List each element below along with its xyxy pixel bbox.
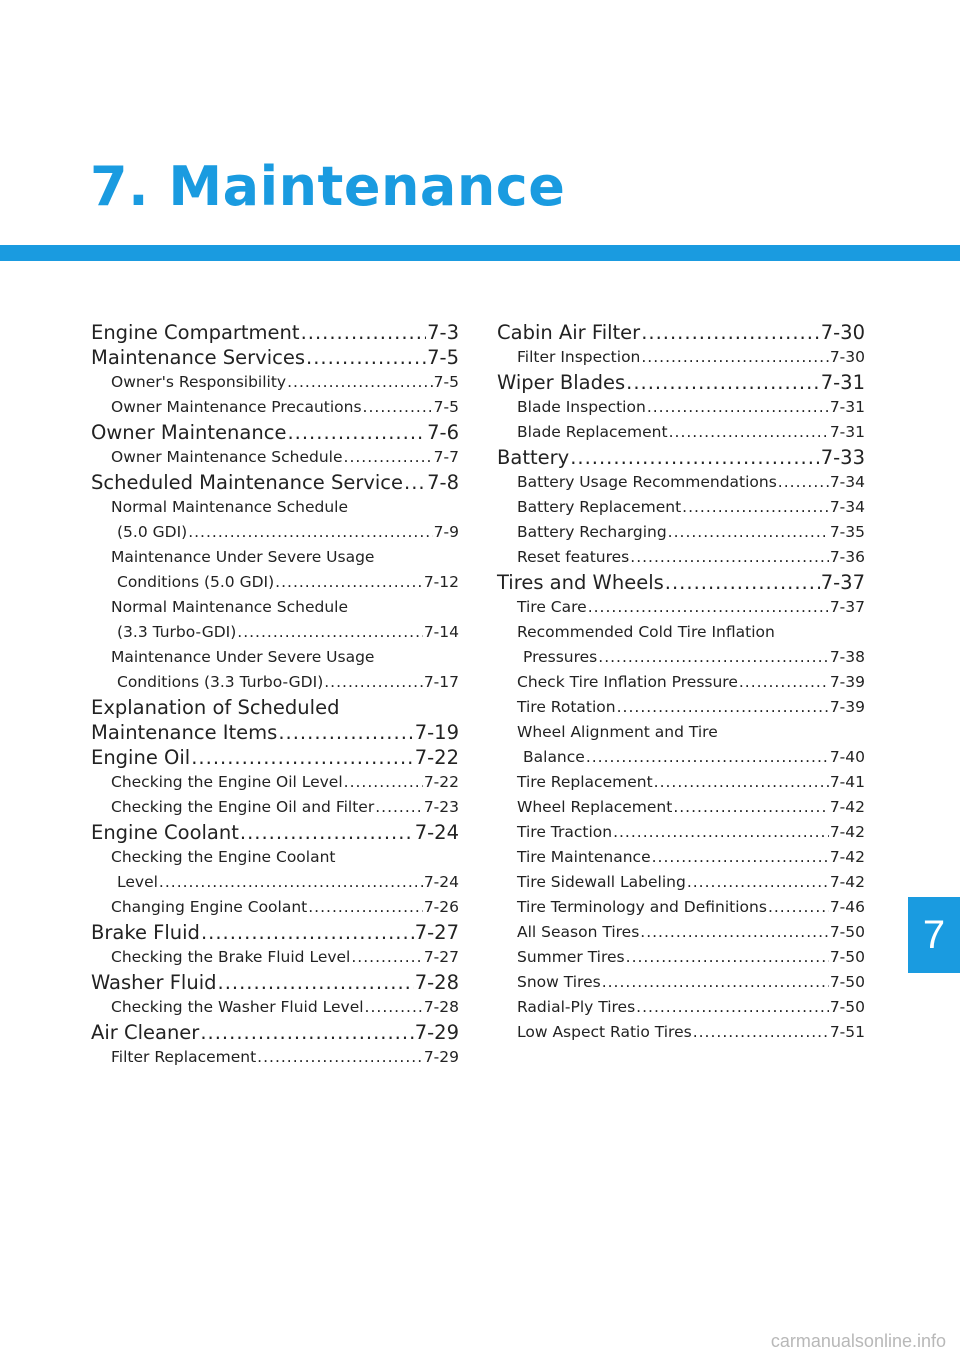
page-number: 7-50 — [829, 973, 865, 991]
toc-entry-text: Scheduled Maintenance Service — [91, 471, 404, 494]
toc-heading[interactable] — [497, 570, 865, 595]
toc-heading[interactable] — [91, 970, 459, 995]
page-number: 7-24 — [414, 821, 459, 844]
toc-entry-text: Blade Inspection — [517, 398, 646, 416]
dot-leader — [739, 670, 829, 695]
page-number: 7-30 — [820, 321, 865, 344]
toc-entry-text: Tire Terminology and Definitions — [517, 898, 767, 916]
page-number: 7-34 — [829, 473, 865, 491]
toc-right-column — [497, 320, 865, 1045]
toc-entry-text: Tire Rotation — [517, 698, 616, 716]
dot-leader — [598, 645, 829, 670]
toc-entry-text: (3.3 Turbo-GDI) — [117, 623, 237, 641]
dot-leader — [306, 345, 426, 370]
toc-subentry-line1: Wheel Alignment and Tire — [517, 723, 718, 741]
dot-leader — [626, 945, 829, 970]
toc-subentry-line1: Normal Maintenance Schedule — [111, 598, 348, 616]
page-number: 7-50 — [829, 948, 865, 966]
toc-entry-text: Checking the Washer Fluid Level — [111, 998, 364, 1016]
toc-entry-text: Snow Tires — [517, 973, 601, 991]
toc-entry-text: Pressures — [523, 648, 598, 666]
page-number: 7-30 — [829, 348, 865, 366]
toc-subentry[interactable] — [497, 420, 865, 445]
toc-subentry[interactable] — [91, 795, 459, 820]
toc-subentry[interactable] — [91, 520, 459, 545]
toc-subentry[interactable] — [497, 520, 865, 545]
dot-leader — [641, 345, 828, 370]
dot-leader — [630, 545, 829, 570]
page-number: 7-51 — [829, 1023, 865, 1041]
toc-entry-text: (5.0 GDI) — [117, 523, 188, 541]
toc-entry-text: All Season Tires — [517, 923, 640, 941]
dot-leader — [647, 395, 829, 420]
toc-entry-text: Engine Compartment — [91, 321, 300, 344]
dot-leader — [626, 370, 820, 395]
dot-leader — [617, 695, 829, 720]
toc-entry-text: Blade Replacement — [517, 423, 668, 441]
toc-entry-text: Tire Traction — [517, 823, 613, 841]
toc-entry-text: Checking the Brake Fluid Level — [111, 948, 351, 966]
page-number: 7-34 — [829, 498, 865, 516]
toc-subentry[interactable] — [497, 1020, 865, 1045]
toc-entry-text: Summer Tires — [517, 948, 625, 966]
toc-entry-text: Engine Coolant — [91, 821, 239, 844]
toc-entry-text: Low Aspect Ratio Tires — [517, 1023, 692, 1041]
toc-entry-text: Reset features — [517, 548, 630, 566]
dot-leader — [665, 570, 820, 595]
dot-leader — [287, 370, 433, 395]
toc-entry-text: Checking the Engine Oil Level — [111, 773, 343, 791]
dot-leader — [588, 595, 829, 620]
page-number: 7-7 — [433, 448, 459, 466]
toc-entry-text: Tires and Wheels — [497, 571, 664, 594]
toc-subentry[interactable] — [91, 770, 459, 795]
dot-leader — [652, 845, 829, 870]
toc-entry-text: Tire Replacement — [517, 773, 653, 791]
toc-subentry[interactable] — [91, 370, 459, 395]
dot-leader — [375, 795, 423, 820]
page-number: 7-41 — [829, 773, 865, 791]
toc-entry-text: Battery — [497, 446, 570, 469]
dot-leader — [669, 420, 829, 445]
watermark: carmanualsonline.info — [770, 1331, 946, 1351]
page-number: 7-50 — [829, 998, 865, 1016]
dot-leader — [778, 470, 829, 495]
dot-leader — [287, 420, 426, 445]
toc-entry-text: Maintenance Items — [91, 721, 278, 744]
toc-heading[interactable] — [497, 445, 865, 470]
page-number: 7-26 — [423, 898, 459, 916]
toc-entry-text: Washer Fluid — [91, 971, 217, 994]
dot-leader — [404, 470, 426, 495]
dot-leader — [365, 995, 423, 1020]
toc-entry-text: Wheel Replacement — [517, 798, 673, 816]
page-number: 7-27 — [414, 921, 459, 944]
toc-entry-text: Filter Replacement — [111, 1048, 257, 1066]
dot-leader — [237, 620, 423, 645]
toc-entry-text: Cabin Air Filter — [497, 321, 641, 344]
toc-entry-text: Tire Care — [517, 598, 587, 616]
page-number: 7-27 — [423, 948, 459, 966]
toc-subentry[interactable] — [497, 920, 865, 945]
dot-leader — [275, 570, 423, 595]
page-number: 7-42 — [829, 848, 865, 866]
toc-subentry[interactable] — [497, 770, 865, 795]
toc-subentry[interactable] — [497, 795, 865, 820]
page-number: 7-12 — [423, 573, 459, 591]
dot-leader — [768, 895, 829, 920]
dot-leader — [344, 770, 423, 795]
page-number: 7-37 — [829, 598, 865, 616]
toc-heading[interactable] — [91, 470, 459, 495]
chapter-tab[interactable]: 7 — [908, 897, 960, 973]
toc-subentry[interactable] — [91, 945, 459, 970]
page-number: 7-36 — [829, 548, 865, 566]
page-number: 7-39 — [829, 698, 865, 716]
toc-heading[interactable] — [91, 820, 459, 845]
toc-entry-text: Air Cleaner — [91, 1021, 200, 1044]
dot-leader — [200, 1020, 413, 1045]
dot-leader — [640, 920, 829, 945]
toc-entry-text: Owner Maintenance — [91, 421, 287, 444]
toc-subentry[interactable] — [497, 745, 865, 770]
toc-subentry[interactable] — [91, 570, 459, 595]
dot-leader — [687, 870, 829, 895]
toc-subentry[interactable] — [497, 345, 865, 370]
dot-leader — [257, 1045, 423, 1070]
page-number: 7-9 — [433, 523, 459, 541]
page-number: 7-24 — [423, 873, 459, 891]
dot-leader — [240, 820, 414, 845]
toc-entry-text: Changing Engine Coolant — [111, 898, 308, 916]
toc-subentry[interactable] — [497, 995, 865, 1020]
toc-subentry[interactable] — [497, 545, 865, 570]
toc-entry-text: Owner Maintenance Schedule — [111, 448, 343, 466]
toc-subentry[interactable] — [497, 495, 865, 520]
toc-subentry[interactable] — [91, 895, 459, 920]
toc-subentry-line1: Checking the Engine Coolant — [111, 848, 336, 866]
page-number: 7-35 — [829, 523, 865, 541]
toc-subentry[interactable] — [497, 945, 865, 970]
page-number: 7-42 — [829, 873, 865, 891]
toc-subentry[interactable] — [497, 870, 865, 895]
dot-leader — [188, 520, 432, 545]
page-number: 7-5 — [433, 373, 459, 391]
page-number: 7-17 — [423, 673, 459, 691]
page-number: 7-37 — [820, 571, 865, 594]
dot-leader — [654, 770, 829, 795]
page-number: 7-23 — [423, 798, 459, 816]
toc-entry-text: Checking the Engine Oil and Filter — [111, 798, 375, 816]
page-number: 7-33 — [820, 446, 865, 469]
dot-leader — [693, 1020, 829, 1045]
toc-entry-text: Filter Inspection — [517, 348, 641, 366]
page-number: 7-31 — [829, 398, 865, 416]
page-number: 7-8 — [427, 471, 459, 494]
toc-left-column — [91, 320, 459, 1070]
toc-subentry[interactable] — [91, 395, 459, 420]
toc-entry-text: Owner's Responsibility — [111, 373, 287, 391]
toc-subentry[interactable] — [91, 445, 459, 470]
toc-heading[interactable] — [497, 320, 865, 345]
dot-leader — [308, 895, 423, 920]
toc-heading[interactable] — [91, 420, 459, 445]
toc-heading[interactable] — [91, 1020, 459, 1045]
toc-subentry[interactable] — [91, 670, 459, 695]
page-number: 7-29 — [414, 1021, 459, 1044]
page-number: 7-28 — [423, 998, 459, 1016]
dot-leader — [636, 995, 829, 1020]
toc-heading[interactable] — [497, 370, 865, 395]
page-number: 7-46 — [829, 898, 865, 916]
toc-entry-text: Tire Maintenance — [517, 848, 651, 866]
toc-entry-text: Balance — [523, 748, 585, 766]
page-number: 7-3 — [427, 321, 459, 344]
toc-entry-text: Check Tire Inflation Pressure — [517, 673, 738, 691]
page-number: 7-50 — [829, 923, 865, 941]
toc-subentry-line1: Maintenance Under Severe Usage — [111, 648, 375, 666]
dot-leader — [641, 320, 820, 345]
toc-subentry-line1: Maintenance Under Severe Usage — [111, 548, 375, 566]
toc-entry-text: Tire Sidewall Labeling — [517, 873, 686, 891]
dot-leader — [673, 795, 829, 820]
toc-heading[interactable] — [91, 345, 459, 370]
toc-subentry[interactable] — [91, 995, 459, 1020]
toc-subentry[interactable] — [497, 395, 865, 420]
page-number: 7-38 — [829, 648, 865, 666]
page-number: 7-6 — [427, 421, 459, 444]
toc-subentry[interactable] — [497, 470, 865, 495]
toc-entry-text: Level — [117, 873, 158, 891]
page-number: 7-19 — [414, 721, 459, 744]
dot-leader — [218, 970, 414, 995]
chapter-title: 7. Maintenance — [90, 155, 566, 218]
toc-heading-line1: Explanation of Scheduled — [91, 696, 340, 719]
page-number: 7-42 — [829, 823, 865, 841]
page-number: 7-22 — [423, 773, 459, 791]
toc-entry-text: Owner Maintenance Precautions — [111, 398, 362, 416]
dot-leader — [682, 495, 829, 520]
toc-subentry-line1: Normal Maintenance Schedule — [111, 498, 348, 516]
dot-leader — [278, 720, 413, 745]
toc-subentry[interactable] — [497, 695, 865, 720]
page-number: 7-14 — [423, 623, 459, 641]
dot-leader — [570, 445, 820, 470]
toc-heading[interactable] — [91, 320, 459, 345]
page-number: 7-40 — [829, 748, 865, 766]
dot-leader — [344, 445, 433, 470]
toc-entry-text: Battery Recharging — [517, 523, 667, 541]
dot-leader — [324, 670, 423, 695]
toc-heading[interactable] — [91, 920, 459, 945]
dot-leader — [159, 870, 423, 895]
dot-leader — [668, 520, 829, 545]
dot-leader — [613, 820, 829, 845]
toc-entry-text: Conditions (5.0 GDI) — [117, 573, 275, 591]
page-number: 7-31 — [820, 371, 865, 394]
dot-leader — [301, 320, 427, 345]
toc-entry-text: Maintenance Services — [91, 346, 306, 369]
page-number: 7-31 — [829, 423, 865, 441]
toc-entry-text: Engine Oil — [91, 746, 191, 769]
toc-heading[interactable] — [91, 720, 459, 745]
toc-subentry[interactable] — [497, 670, 865, 695]
page-number: 7-5 — [427, 346, 459, 369]
toc-subentry[interactable] — [91, 620, 459, 645]
toc-heading[interactable] — [91, 745, 459, 770]
toc-subentry[interactable] — [91, 1045, 459, 1070]
toc-entry-text: Conditions (3.3 Turbo-GDI) — [117, 673, 324, 691]
toc-subentry[interactable] — [497, 645, 865, 670]
toc-entry-text: Radial-Ply Tires — [517, 998, 636, 1016]
page-number: 7-42 — [829, 798, 865, 816]
title-rule — [0, 245, 960, 261]
page-number: 7-22 — [414, 746, 459, 769]
page-number: 7-28 — [414, 971, 459, 994]
toc-subentry-line1: Recommended Cold Tire Inflation — [517, 623, 775, 641]
dot-leader — [201, 920, 414, 945]
dot-leader — [363, 395, 433, 420]
dot-leader — [602, 970, 829, 995]
toc-subentry[interactable] — [497, 845, 865, 870]
toc-subentry[interactable] — [497, 970, 865, 995]
page-number: 7-5 — [433, 398, 459, 416]
dot-leader — [586, 745, 829, 770]
page-number: 7-39 — [829, 673, 865, 691]
dot-leader — [191, 745, 414, 770]
dot-leader — [351, 945, 422, 970]
toc-subentry[interactable] — [497, 595, 865, 620]
toc-subentry[interactable] — [497, 895, 865, 920]
toc-entry-text: Battery Replacement — [517, 498, 682, 516]
toc-subentry[interactable] — [497, 820, 865, 845]
page-number: 7-29 — [423, 1048, 459, 1066]
toc-entry-text: Wiper Blades — [497, 371, 626, 394]
toc-subentry[interactable] — [91, 870, 459, 895]
toc-entry-text: Brake Fluid — [91, 921, 200, 944]
toc-entry-text: Battery Usage Recommendations — [517, 473, 777, 491]
